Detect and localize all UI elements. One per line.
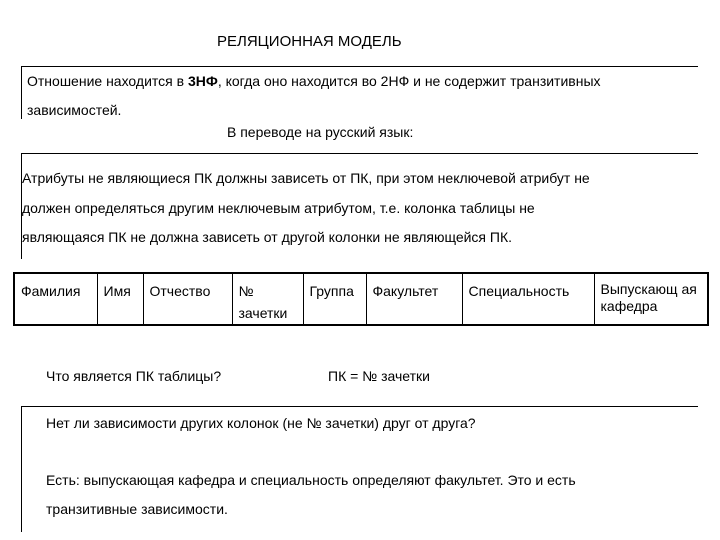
explanation-line-1: Атрибуты не являющиеся ПК должны зависеть от ПК, при этом неключевой атрибут не bbox=[22, 170, 590, 186]
answer-2-line-2: транзитивные зависимости. bbox=[46, 501, 228, 517]
definition-text-end: , когда оно находится во 2НФ и не содержит транзитивных bbox=[217, 73, 601, 89]
column-header: № зачетки bbox=[232, 273, 303, 325]
explanation-line-2: должен определяться другим неключевым атрибутом, т.е. колонка таблицы не bbox=[22, 200, 535, 216]
column-header: Имя bbox=[97, 273, 143, 325]
definition-text-bold: 3НФ bbox=[187, 73, 218, 89]
column-header: Факультет bbox=[366, 273, 462, 325]
translation-heading: В переводе на русский язык: bbox=[227, 124, 414, 140]
definition-text-start: Отношение находится в bbox=[27, 73, 188, 89]
column-header: Группа bbox=[303, 273, 366, 325]
column-header: Фамилия bbox=[14, 273, 97, 325]
table-header-row bbox=[14, 273, 708, 325]
column-header: Специальность bbox=[462, 273, 594, 325]
question-2: Нет ли зависимости других колонок (не № зачетки) друг от друга? bbox=[46, 415, 476, 431]
column-header: Выпускающ ая кафедра bbox=[600, 281, 697, 314]
students-table bbox=[13, 272, 709, 326]
column-header: Отчество bbox=[143, 273, 232, 325]
page-title: РЕЛЯЦИОННАЯ МОДЕЛЬ bbox=[217, 33, 402, 50]
definition-line-2: зависимостей. bbox=[27, 102, 122, 118]
answer-1: ПК = № зачетки bbox=[328, 368, 430, 384]
question-1: Что является ПК таблицы? bbox=[46, 368, 222, 384]
explanation-line-3: являющаяся ПК не должна зависеть от другой колонки не являющейся ПК. bbox=[22, 229, 512, 245]
answer-2-line-1: Есть: выпускающая кафедра и специальность определяют факультет. Это и есть bbox=[46, 472, 576, 488]
definition-line-1 bbox=[27, 73, 601, 89]
